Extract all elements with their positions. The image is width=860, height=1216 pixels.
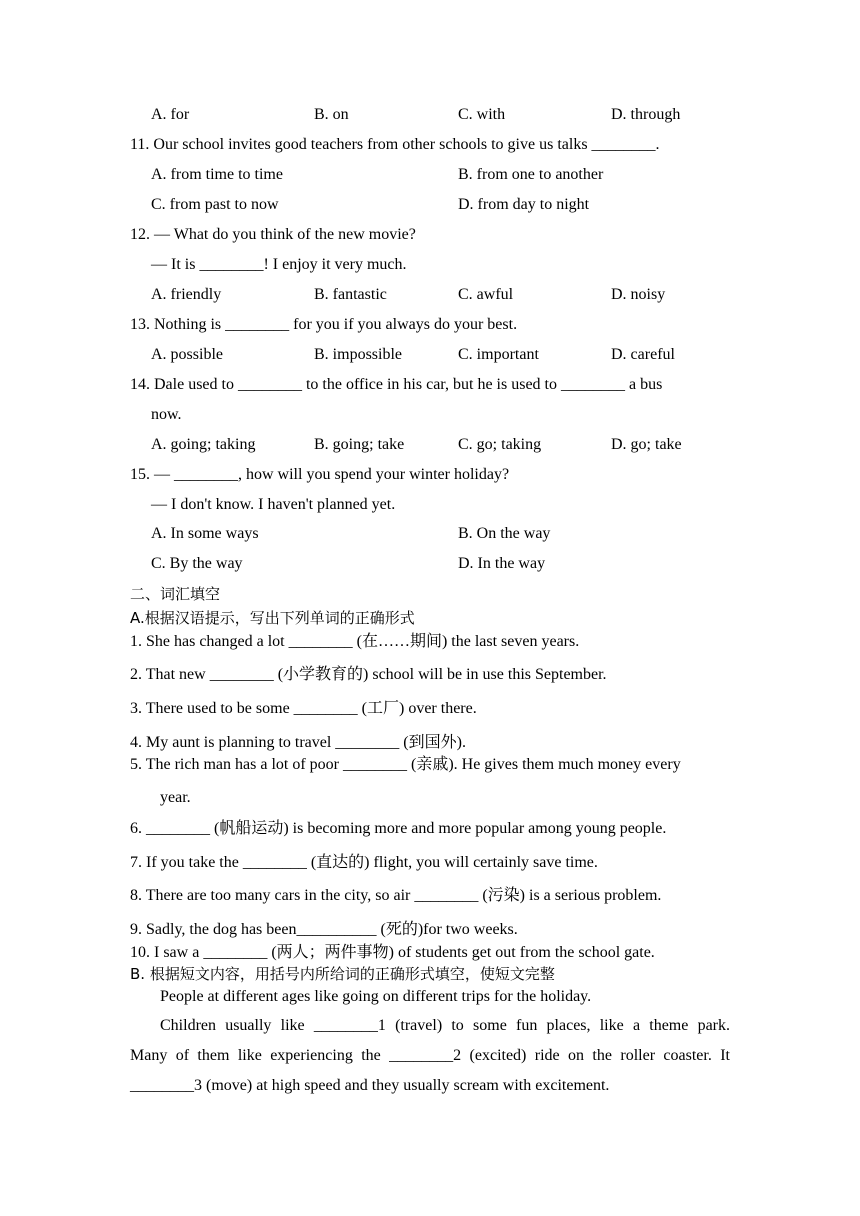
- q11-option-c: C. from past to now: [151, 196, 279, 213]
- passage-line-1: People at different ages like going on different trips for the holiday.: [160, 988, 592, 1005]
- q14-option-b: B. going; take: [314, 436, 405, 453]
- q14-option-d: D. go; take: [611, 436, 682, 453]
- q13-option-b: B. impossible: [314, 346, 403, 363]
- vocab-item-9: 9. Sadly, the dog has been__________ (死的)for two weeks.: [130, 921, 518, 938]
- passage-line-3: Many of them like experiencing the ________2 (excited) ride on the roller coaster. It: [130, 1047, 730, 1064]
- q15-option-c: C. By the way: [151, 555, 243, 572]
- q12-option-d: D. noisy: [611, 286, 666, 303]
- q10-option-a: A. for: [151, 106, 190, 123]
- q15-reply: — I don't know. I haven't planned yet.: [151, 496, 396, 513]
- vocab-item-4: 4. My aunt is planning to travel ________ (到国外).: [130, 734, 466, 751]
- vocab-item-5-cont: year.: [160, 789, 191, 806]
- q14-option-c: C. go; taking: [458, 436, 542, 453]
- q10-option-c: C. with: [458, 106, 506, 123]
- q13-option-d: D. careful: [611, 346, 675, 363]
- q11-stem: 11. Our school invites good teachers from other schools to give us talks ________.: [130, 136, 660, 153]
- vocab-item-3: 3. There used to be some ________ (工厂) over there.: [130, 700, 477, 717]
- passage-line-4: ________3 (move) at high speed and they usually scream with excitement.: [130, 1077, 610, 1094]
- q12-option-a: A. friendly: [151, 286, 222, 303]
- q10-option-d: D. through: [611, 106, 681, 123]
- part-b-title: B. 根据短文内容，用括号内所给词的正确形式填空，使短文完整: [130, 965, 555, 983]
- q12-option-b: B. fantastic: [314, 286, 387, 303]
- q15-option-d: D. In the way: [458, 555, 546, 572]
- vocab-item-6: 6. ________ (帆船运动) is becoming more and more popular among young people.: [130, 820, 667, 837]
- q12-stem: 12. — What do you think of the new movie?: [130, 226, 416, 243]
- vocab-item-7: 7. If you take the ________ (直达的) flight, you will certainly save time.: [130, 854, 598, 871]
- q13-option-c: C. important: [458, 346, 539, 363]
- vocab-item-5: 5. The rich man has a lot of poor ________ (亲戚). He gives them much money every: [130, 756, 681, 773]
- q10-option-b: B. on: [314, 106, 349, 123]
- vocab-item-8: 8. There are too many cars in the city, so air ________ (污染) is a serious problem.: [130, 887, 662, 904]
- q11-option-d: D. from day to night: [458, 196, 590, 213]
- section-title: 二、词汇填空: [130, 585, 221, 603]
- vocab-item-1: 1. She has changed a lot ________ (在……期间) the last seven years.: [130, 633, 580, 650]
- q13-option-a: A. possible: [151, 346, 223, 363]
- q15-option-b: B. On the way: [458, 525, 551, 542]
- q14-option-a: A. going; taking: [151, 436, 256, 453]
- vocab-item-10: 10. I saw a ________ (两人；两件事物) of students get out from the school gate.: [130, 944, 655, 961]
- q14-stem: 14. Dale used to ________ to the office in his car, but he is used to ________ a bus: [130, 376, 663, 393]
- q12-reply: — It is ________! I enjoy it very much.: [151, 256, 407, 273]
- vocab-item-2: 2. That new ________ (小学教育的) school will be in use this September.: [130, 666, 607, 683]
- q15-option-a: A. In some ways: [151, 525, 259, 542]
- q13-stem: 13. Nothing is ________ for you if you always do your best.: [130, 316, 518, 333]
- q11-option-b: B. from one to another: [458, 166, 604, 183]
- passage-line-2: Children usually like ________1 (travel) to some fun places, like a theme park.: [160, 1017, 730, 1034]
- q11-option-a: A. from time to time: [151, 166, 283, 183]
- q14-stem-cont: now.: [151, 406, 182, 423]
- q12-option-c: C. awful: [458, 286, 514, 303]
- q15-stem: 15. — ________, how will you spend your winter holiday?: [130, 466, 510, 483]
- part-a-title: A.根据汉语提示，写出下列单词的正确形式: [130, 609, 415, 627]
